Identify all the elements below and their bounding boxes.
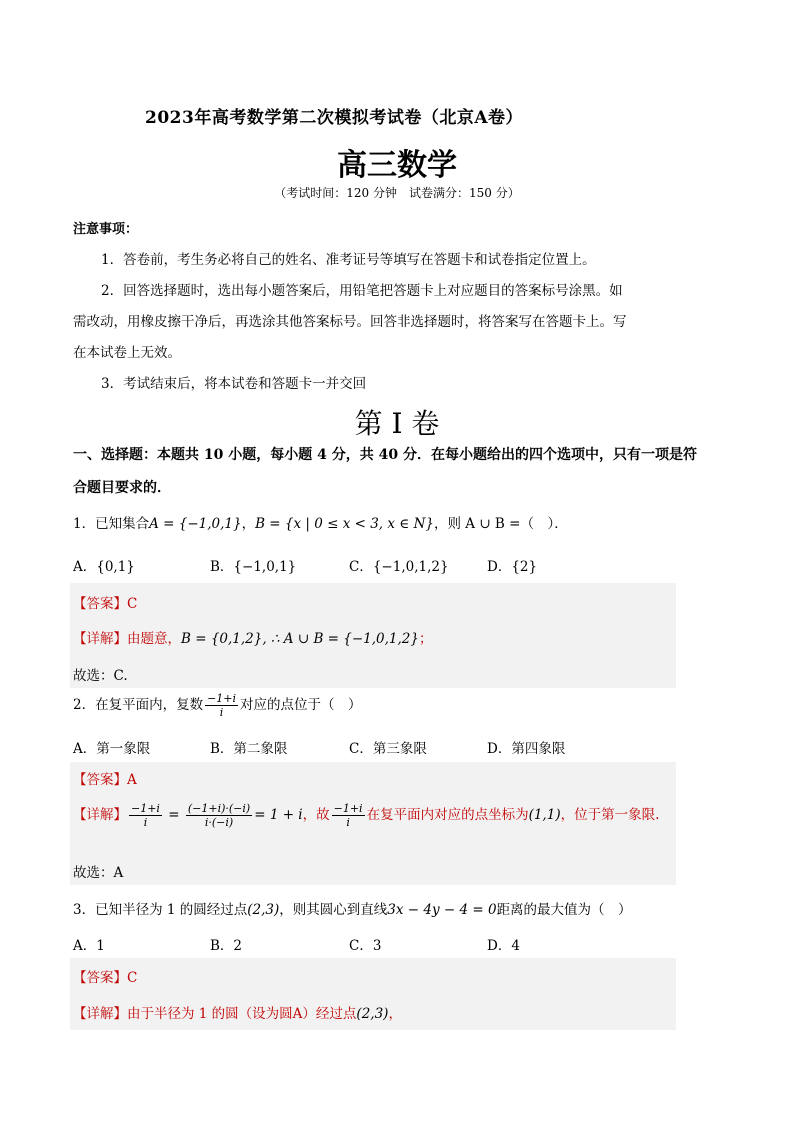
q1-stem-suffix: ，则 A ∪ B =（ ）． [433,516,568,532]
notice-item-2-line-2: 需改动，用橡皮擦干净后，再选涂其他答案标号。回答非选择题时，将答案写在答题卡上。写 [73,314,627,330]
q2-frac-denominator: i [219,706,224,719]
q2-eq-fraction-1 [129,802,162,829]
q2-point: (1,1) [528,807,561,823]
section-heading-line-2: 合题目要求的． [73,480,171,496]
q3-detail-point: (2,3) [356,1006,389,1022]
q3-answer [73,966,137,986]
q2-eq1-denominator: i [143,816,148,829]
q2-answer [73,768,137,788]
q2-option-b: B．第二象限 [210,741,288,757]
q1-stem-prefix: 1．已知集合 [73,516,150,532]
q2-option-a: A．第一象限 [73,741,151,757]
q3-stem-prefix: 3．已知半径为 1 的圆经过点 [73,902,248,918]
q2-eq2-denominator: i·(−i) [204,816,234,829]
q1-conclusion: 故选：C. [73,668,128,684]
q3-detail [73,1002,402,1022]
q2-stem-suffix: 对应的点位于（ ） [240,697,362,713]
q1-detail-text: 由题意， [127,631,181,647]
q2-eq-result: = 1 + i [254,807,303,823]
q1-sep: ， [241,516,256,532]
q2-eq1-numerator: −1+i [131,802,160,815]
q3-option-d: D．4 [487,938,520,954]
q2-eq-fraction-3 [332,802,365,829]
q2-eq3-denominator: i [346,816,350,829]
section-heading-line-1: 一、选择题：本题共 10 小题，每小题 4 分，共 40 分．在每小题给出的四个选项中，只有一项是符 [73,447,697,463]
q3-stem-mid: ，则其圆心到直线 [279,902,388,918]
q2-detail-red-end: ，位于第一象限. [560,807,660,823]
q1-option-c: C．{−1,0,1,2} [349,559,449,575]
q3-detail-tag: 【详解】 [73,1006,127,1022]
q2-answer-value: A [127,772,137,788]
exam-title: 2023年高考数学第二次模拟考试卷（北京A卷） [145,108,524,128]
question-2-stem [73,692,362,719]
q3-detail-text: 由于半径为 1 的圆（设为圆A）经过点 [127,1006,357,1022]
notice-item-3: 3．考试结束后，将本试卷和答题卡一并交回 [101,376,367,392]
q3-option-b: B．2 [210,938,243,954]
q2-eq-fraction-2 [186,802,252,829]
q3-option-c: C．3 [349,938,382,954]
q2-option-c: C．第三象限 [349,741,427,757]
q3-answer-tag: 【答案】 [73,970,127,986]
q2-detail-tag: 【详解】 [73,807,127,823]
notice-item-1: 1．答卷前，考生务必将自己的姓名、准考证号等填写在答题卡和试卷指定位置上。 [101,252,596,268]
question-3-stem [73,898,632,918]
q1-detail-math: B = {0,1,2}, ∴ A ∪ B = {−1,0,1,2} [181,631,419,647]
q2-eq3-numerator: −1+i [333,802,363,815]
q2-detail: 【详解】 $\frac{-1+i}{i}$ = $\frac{(-1+i)\cdot(-i)}{i\cdot(-i)}$ = 1 + i，故 $\frac{-1+i}{i}$ 在复平面内对应的点坐标为(1,1)，位于第一象限. [73,802,660,829]
q1-answer [73,592,137,612]
q1-detail-end: ； [418,631,433,647]
q3-detail-end: ， [388,1006,402,1022]
q3-option-a: A．1 [73,938,105,954]
notice-item-2-line-3: 在本试卷上无效。 [73,345,181,361]
q3-point: (2,3) [247,902,280,918]
q1-set-b: B = {x | 0 ≤ x < 3, x ∈ N} [255,516,434,532]
q3-answer-value: C [127,970,138,986]
notice-item-2-line-1: 2．回答选择题时，选出每小题答案后，用铅笔把答题卡上对应题目的答案标号涂黑。如 [101,283,623,299]
notice-heading: 注意事项： [73,222,139,237]
q2-stem-fraction [205,692,238,719]
q2-conclusion: 故选：A [73,865,124,881]
q2-eq2-numerator: (−1+i)·(−i) [187,802,251,815]
q1-answer-tag: 【答案】 [73,596,127,612]
q2-option-d: D．第四象限 [487,741,566,757]
q1-option-d: D．{2} [487,559,538,575]
q3-stem-suffix: 距离的最大值为（ ） [496,902,632,918]
q2-answer-tag: 【答案】 [73,772,127,788]
q1-answer-value: C [127,596,138,612]
q1-option-a: A．{0,1} [73,559,135,575]
q2-stem-prefix: 2．在复平面内，复数 [73,697,204,713]
volume-title: 第 I 卷 [354,407,440,440]
q1-detail [73,627,432,647]
question-1-stem [73,512,568,532]
subject-title: 高三数学 [337,148,457,183]
q2-frac-numerator: −1+i [207,692,237,705]
q1-option-b: B．{−1,0,1} [210,559,297,575]
q3-line-equation: 3x − 4y − 4 = 0 [387,902,497,918]
q2-detail-red: 在复平面内对应的点坐标为 [366,807,529,823]
q1-set-a: A = {−1,0,1} [149,516,242,532]
exam-time-info: （考试时间：120 分钟 试卷满分：150 分） [274,186,520,200]
q2-detail-mid: ，故 [302,807,330,823]
q1-detail-tag: 【详解】 [73,631,127,647]
